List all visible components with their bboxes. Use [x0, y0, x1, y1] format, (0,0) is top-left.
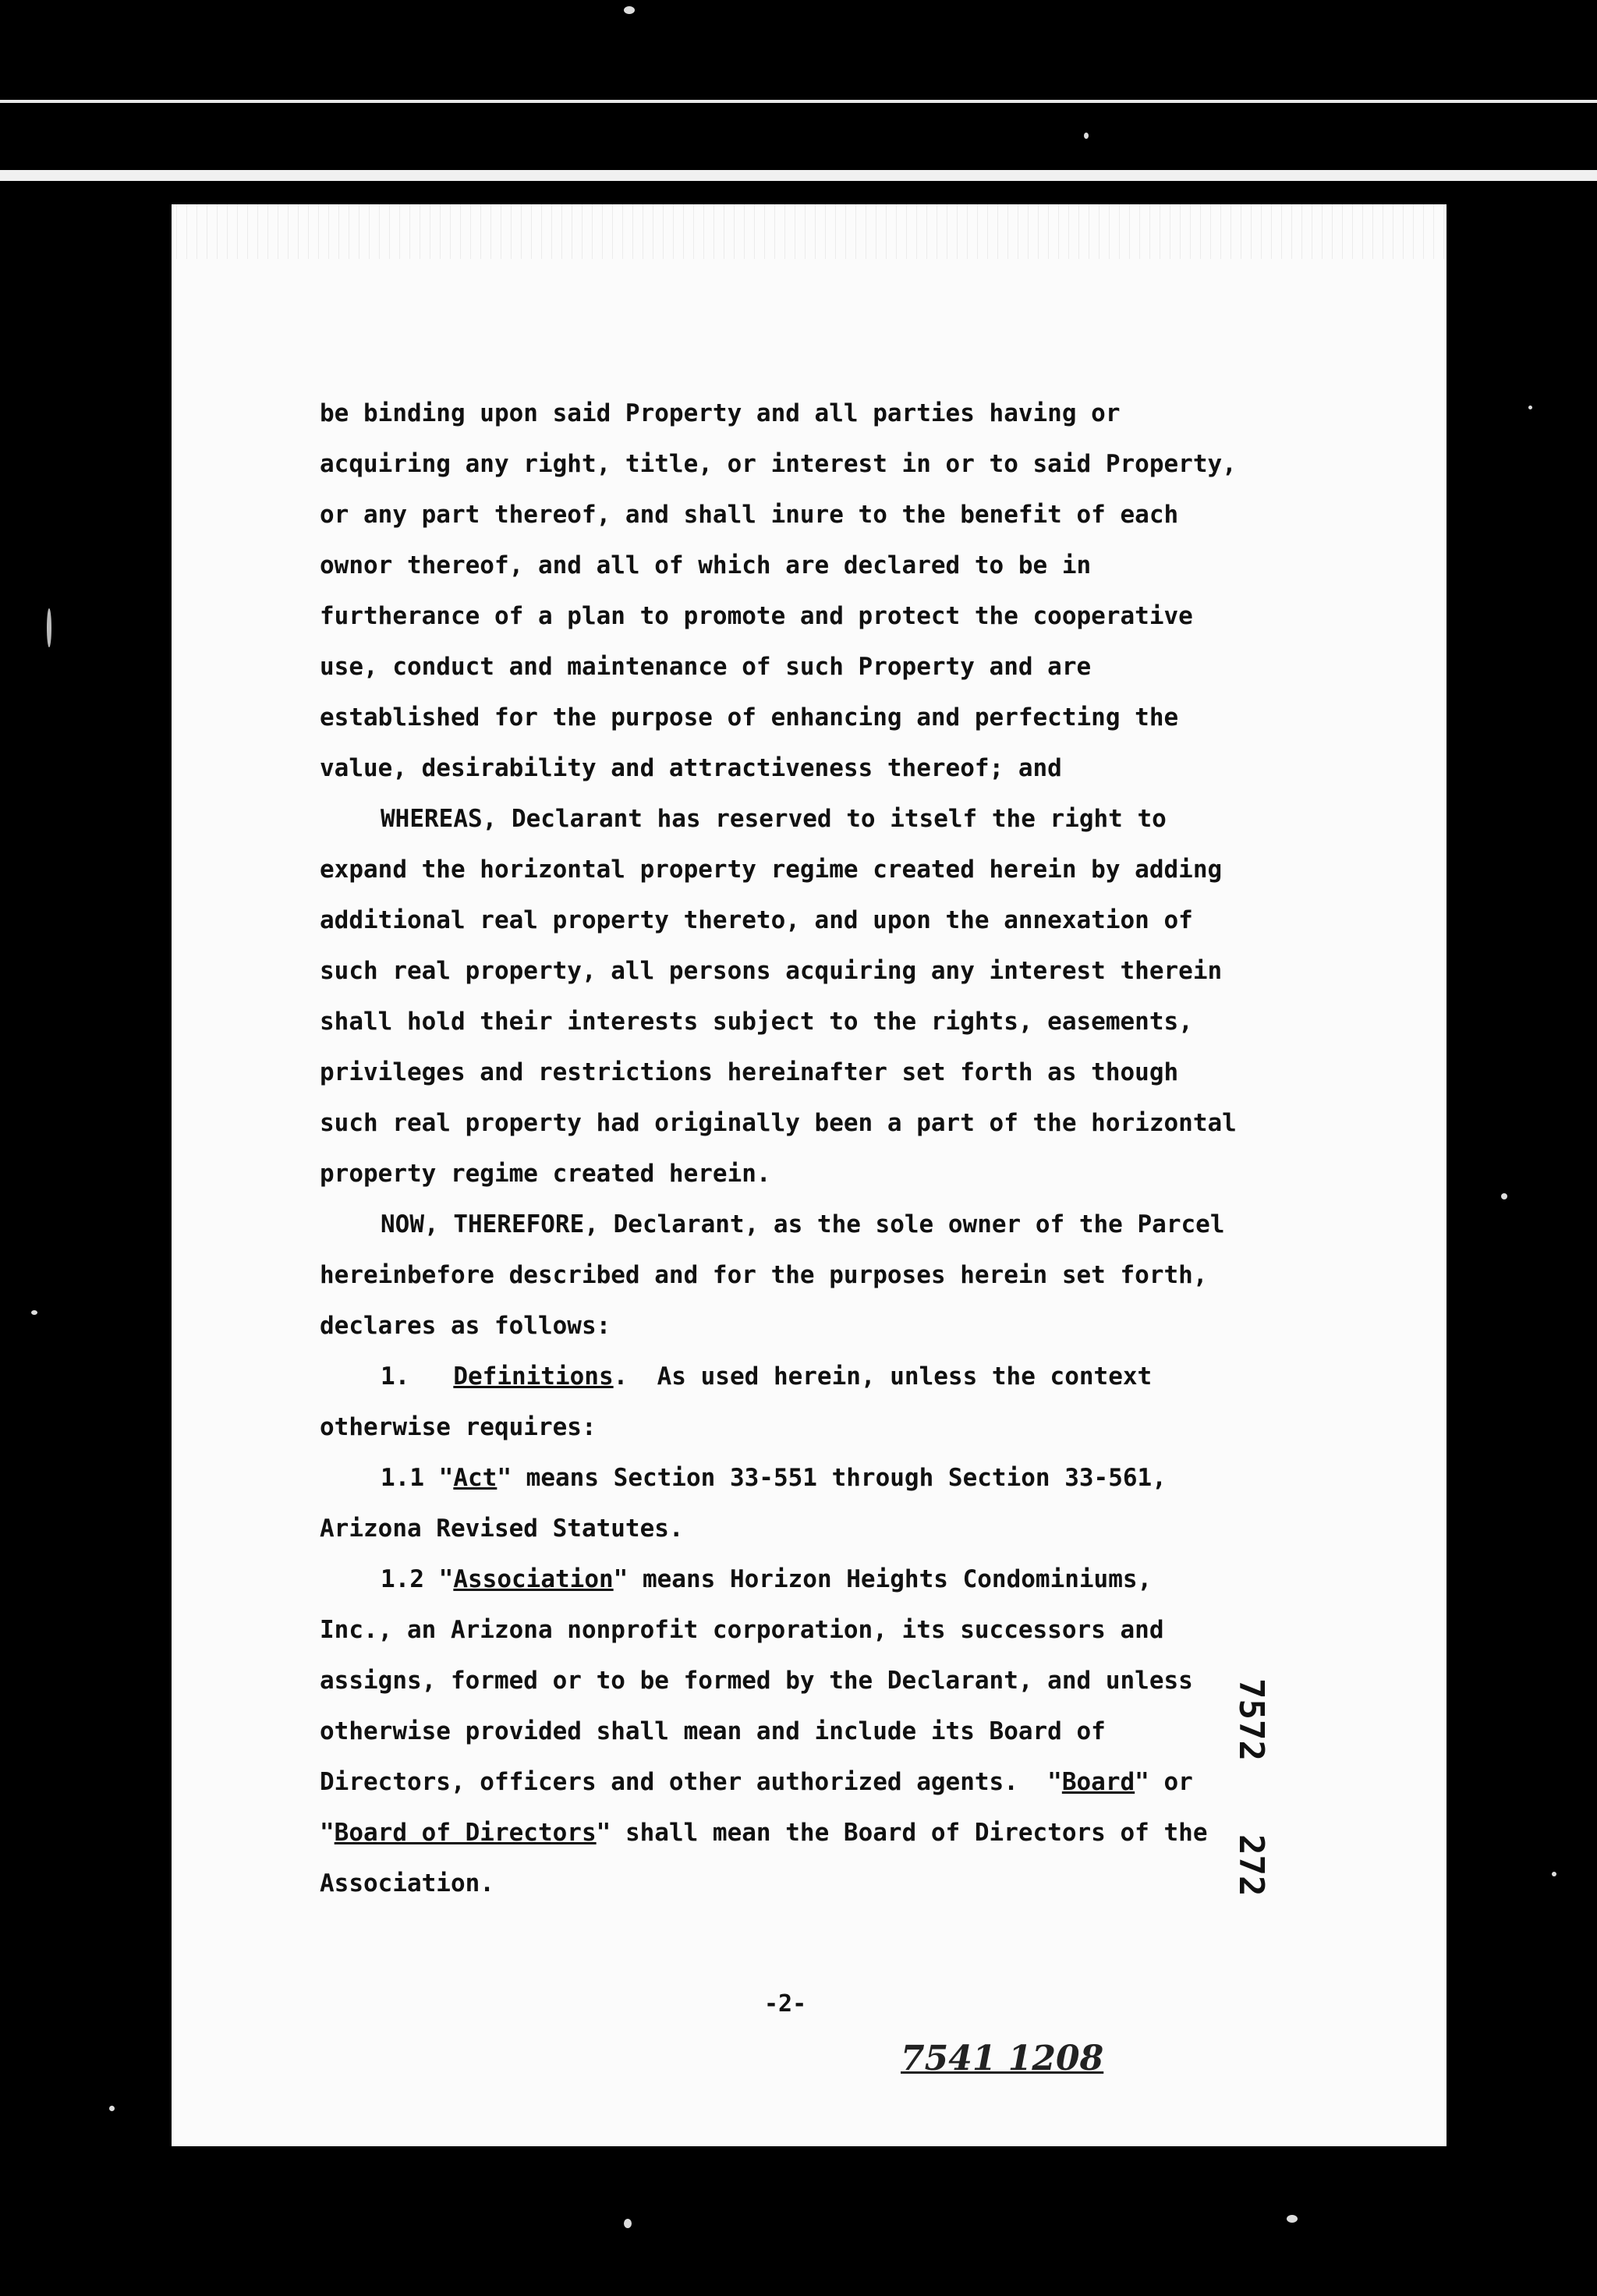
text-line: [320, 1453, 1318, 1504]
text-line: Inc., an Arizona nonprofit corporation, its successors and: [320, 1616, 1164, 1644]
section-number: 1.1: [381, 1464, 424, 1492]
text-run: ": [438, 1464, 454, 1492]
text-run: Directors, officers and other authorized agents. ": [320, 1768, 1062, 1796]
text-line: expand the horizontal property regime created herein by adding: [320, 856, 1223, 884]
text-line: otherwise requires:: [320, 1413, 597, 1441]
text-line: or any part thereof, and shall inure to the benefit of each: [320, 501, 1179, 529]
defined-term: Definitions: [453, 1362, 614, 1391]
scan-noise: [172, 204, 1447, 259]
text-line: such real property, all persons acquiring any interest therein: [320, 957, 1223, 985]
text-line: furtherance of a plan to promote and protect the cooperative: [320, 602, 1193, 630]
text-line: declares as follows:: [320, 1312, 611, 1340]
text-run: " or: [1135, 1768, 1193, 1796]
defined-term: Association: [453, 1565, 614, 1593]
scan-speck: [1501, 1193, 1507, 1199]
text-run: " means Horizon Heights Condominiums,: [613, 1565, 1153, 1593]
text-line: otherwise provided shall mean and include its Board of: [320, 1717, 1106, 1745]
scan-speck: [624, 2219, 632, 2228]
text-line: Arizona Revised Statutes.: [320, 1515, 684, 1543]
text-line: acquiring any right, title, or interest in or to said Property,: [320, 450, 1237, 478]
text-line: be binding upon said Property and all parties having or: [320, 399, 1121, 427]
text-line: ownor thereof, and all of which are declared to be in: [320, 551, 1092, 579]
text-line: assigns, formed or to be formed by the Declarant, and unless: [320, 1667, 1193, 1695]
document-body: [320, 388, 1318, 1909]
scan-speck: [109, 2106, 115, 2111]
text-line: established for the purpose of enhancing and perfecting the: [320, 703, 1179, 732]
text-line: [320, 1554, 1318, 1605]
defined-term: Board of Directors: [334, 1819, 597, 1847]
scan-speck: [47, 608, 51, 647]
text-line: [320, 1757, 1318, 1808]
scan-border-band: [0, 170, 1597, 181]
text-line: such real property had originally been a part of the horizontal: [320, 1109, 1237, 1137]
defined-term: Act: [453, 1464, 498, 1492]
text-line: Association.: [320, 1869, 494, 1897]
text-run: ": [320, 1819, 335, 1847]
side-stamp-number: 7572: [1231, 1678, 1271, 1761]
text-line: NOW, THEREFORE, Declarant, as the sole owner of the Parcel: [381, 1210, 1225, 1238]
text-run: . As used herein, unless the context: [613, 1362, 1153, 1391]
scan-speck: [1552, 1872, 1556, 1876]
document-page: [172, 204, 1447, 2146]
scan-speck: [1084, 133, 1089, 139]
book-page-stamp: 7541 1208: [901, 2039, 1104, 2078]
text-line: WHEREAS, Declarant has reserved to itself the right to: [381, 805, 1167, 833]
section-number: 1.: [381, 1362, 410, 1391]
scan-speck: [624, 6, 635, 14]
text-line: hereinbefore described and for the purposes herein set forth,: [320, 1261, 1208, 1289]
text-line: value, desirability and attractiveness thereof; and: [320, 754, 1062, 782]
side-stamp-number: 272: [1231, 1834, 1271, 1897]
scan-speck: [31, 1310, 37, 1315]
text-line: privileges and restrictions hereinafter set forth as though: [320, 1058, 1179, 1086]
text-run: " means Section 33-551 through Section 33-561,: [497, 1464, 1167, 1492]
text-line: [320, 1352, 1318, 1402]
text-run: " shall mean the Board of Directors of the: [596, 1819, 1208, 1847]
text-line: [320, 1808, 1318, 1858]
scan-speck: [1528, 406, 1532, 409]
defined-term: Board: [1061, 1768, 1135, 1796]
section-number: 1.2: [381, 1565, 424, 1593]
text-line: property regime created herein.: [320, 1160, 771, 1188]
text-line: shall hold their interests subject to the rights, easements,: [320, 1008, 1193, 1036]
scan-border-top: [0, 100, 1597, 103]
text-line: use, conduct and maintenance of such Property and are: [320, 653, 1092, 681]
page-number: -2-: [764, 1990, 807, 2018]
text-run: ": [438, 1565, 454, 1593]
text-line: additional real property thereto, and upon the annexation of: [320, 906, 1193, 934]
scan-speck: [1287, 2215, 1298, 2223]
